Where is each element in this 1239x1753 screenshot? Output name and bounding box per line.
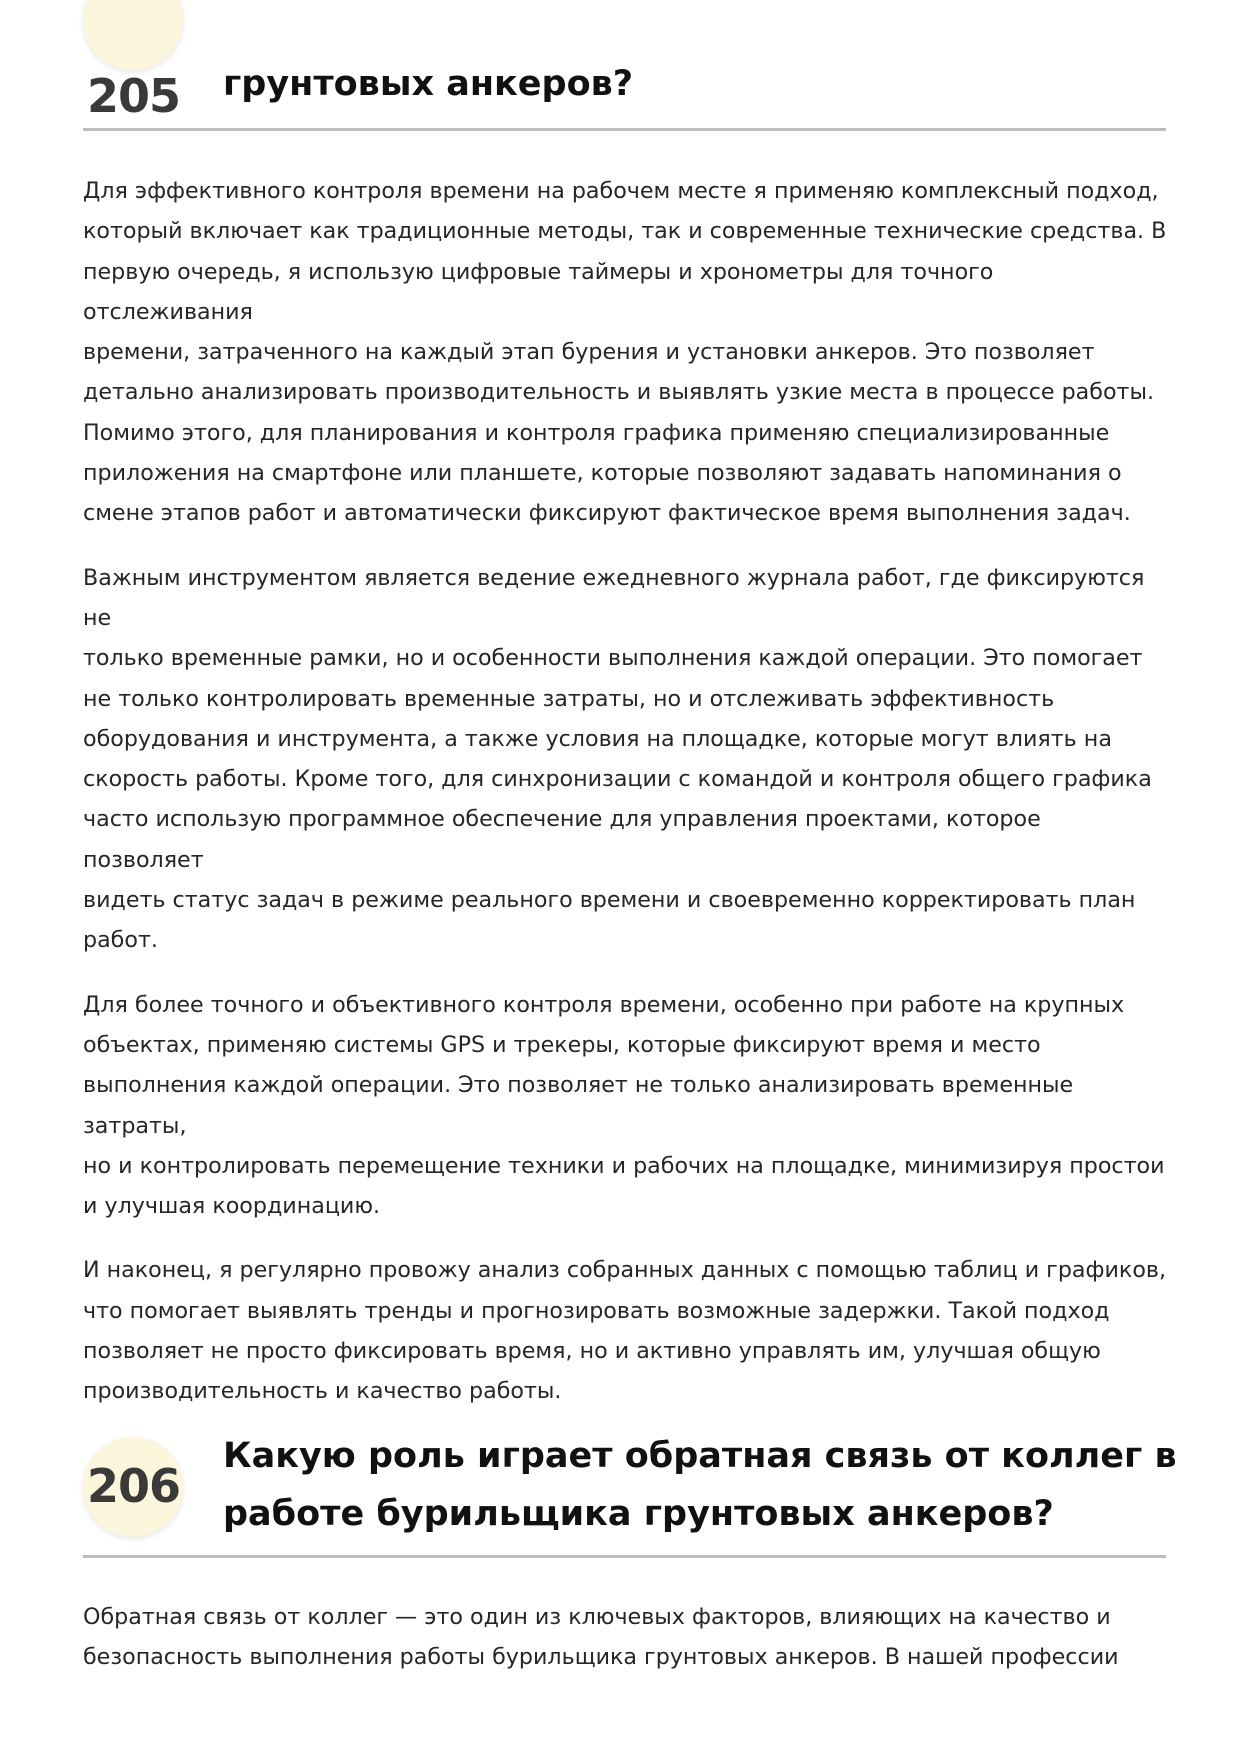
- paragraph: И наконец, я регулярно провожу анализ собранных данных с помощью таблиц и графиков, что помогает выявлять тренды и прогнозировать возможные задержки. Такой подход позволяет не просто фиксировать время, но и активно управлять им, улучшая общую производительность и качество работы.: [83, 1257, 1167, 1405]
- paragraph: Важным инструментом является ведение ежедневного журнала работ, где фиксируются не только временные рамки, но и особенности выполнения каждой операции. Это помогает не только контролировать временные затраты, но и отслеживать эффективность оборудования и инструмента, а также условия на площадке, которые могут влиять на скорость работы. Кроме того, для синхронизации с командой и контроля общего графика часто использую программное обеспечение для управления проектами, которое позволяет видеть статус задач в режиме реального времени и своевременно корректировать план работ.: [83, 564, 1152, 954]
- section-title-line-2: работе бурильщика грунтовых анкеров?: [223, 1494, 1054, 1534]
- paragraph: Для более точного и объективного контроля времени, особенно при работе на крупных объектах, применяю системы GPS и трекеры, которые фиксируют время и место выполнения каждой операции. Это позволяет не только анализировать временные затраты, но и контролировать перемещение техники и рабочих на площадке, минимизируя простои и улучшая координацию.: [83, 991, 1165, 1220]
- section-title: грунтовых анкеров?: [223, 64, 634, 104]
- section-number: 206: [87, 1459, 181, 1513]
- section-number: 205: [87, 69, 181, 123]
- paragraph: Обратная связь от коллег — это один из ключевых факторов, влияющих на качество и безопасность выполнения работы бурильщика грунтовых анкеров. В нашей профессии: [83, 1604, 1119, 1671]
- section-205-body: [83, 171, 1168, 1436]
- section-title-line-1: Какую роль играет обратная связь от коллег в: [223, 1436, 1177, 1476]
- section-206-header: [83, 1425, 1177, 1558]
- paragraph: Для эффективного контроля времени на рабочем месте я применяю комплексный подход, который включает как традиционные методы, так и современные технические средства. В первую очередь, я использую цифровые таймеры и хронометры для точного отслеживания времени, затраченного на каждый этап бурения и установки анкеров. Это позволяет детально анализировать производительность и выявлять узкие места в процессе работы. Помимо этого, для планирования и контроля графика применяю специализированные приложения на смартфоне или планшете, которые позволяют задавать напоминания о смене этапов работ и автоматически фиксируют фактическое время выполнения задач.: [83, 178, 1167, 527]
- section-number-badge: [83, 0, 183, 70]
- section-205-header: [83, 55, 1166, 131]
- section-206-body: [83, 1597, 1168, 1702]
